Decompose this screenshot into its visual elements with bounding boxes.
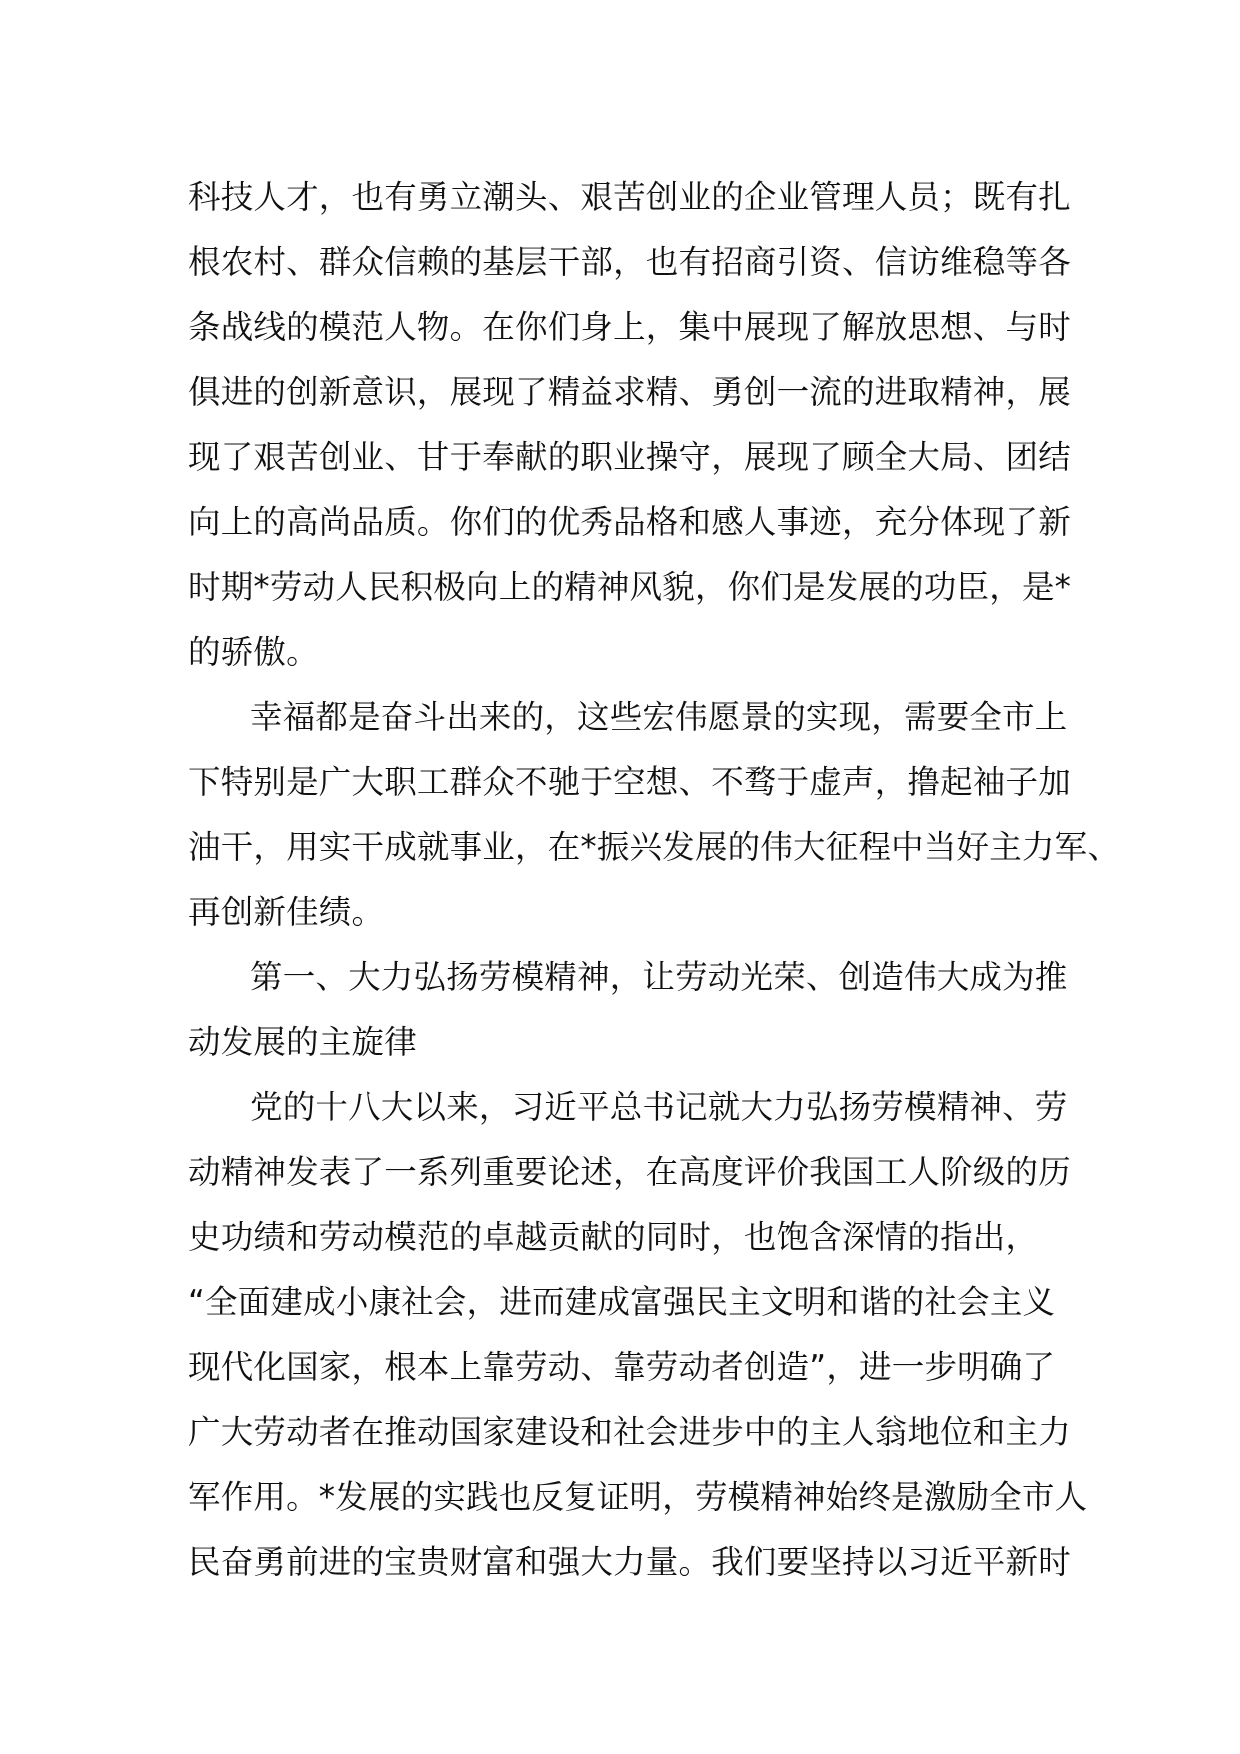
text-line: 民奋勇前进的宝贵财富和强大力量。我们要坚持以习近平新时 — [188, 1543, 1071, 1581]
text-line: 现了艰苦创业、甘于奉献的职业操守，展现了顾全大局、团结 — [188, 438, 1071, 476]
section-heading-line: 动发展的主旋律 — [188, 1023, 417, 1061]
document-body-text — [188, 165, 1121, 1595]
text-line: 广大劳动者在推动国家建设和社会进步中的主人翁地位和主力 — [188, 1413, 1071, 1451]
text-line: 条战线的模范人物。在你们身上，集中展现了解放思想、与时 — [188, 308, 1071, 346]
paragraph-first-line: 幸福都是奋斗出来的，这些宏伟愿景的实现，需要全市上 — [250, 698, 1068, 736]
text-line: 根农村、群众信赖的基层干部，也有招商引资、信访维稳等各 — [188, 243, 1071, 281]
text-line: “全面建成小康社会，进而建成富强民主文明和谐的社会主义 — [188, 1283, 1056, 1321]
text-line: 军作用。*发展的实践也反复证明，劳模精神始终是激励全市人 — [188, 1478, 1088, 1516]
text-line: 油干，用实干成就事业，在*振兴发展的伟大征程中当好主力军、 — [188, 828, 1121, 866]
text-line: 的骄傲。 — [188, 633, 319, 671]
text-line: 史功绩和劳动模范的卓越贡献的同时，也饱含深情的指出， — [188, 1218, 1039, 1256]
paragraph-first-line: 党的十八大以来，习近平总书记就大力弘扬劳模精神、劳 — [250, 1088, 1068, 1126]
text-line: 动精神发表了一系列重要论述，在高度评价我国工人阶级的历 — [188, 1153, 1071, 1191]
text-line: 再创新佳绩。 — [188, 893, 385, 931]
section-heading-line: 第一、大力弘扬劳模精神，让劳动光荣、创造伟大成为推 — [250, 958, 1068, 996]
text-line: 下特别是广大职工群众不驰于空想、不骛于虚声，撸起袖子加 — [188, 763, 1071, 801]
text-line: 科技人才，也有勇立潮头、艰苦创业的企业管理人员；既有扎 — [188, 178, 1071, 216]
text-line: 向上的高尚品质。你们的优秀品格和感人事迹，充分体现了新 — [188, 503, 1071, 541]
text-line: 时期*劳动人民积极向上的精神风貌，你们是发展的功臣，是* — [188, 568, 1072, 606]
text-line: 现代化国家，根本上靠劳动、靠劳动者创造”，进一步明确了 — [188, 1348, 1056, 1386]
text-line: 俱进的创新意识，展现了精益求精、勇创一流的进取精神，展 — [188, 373, 1071, 411]
